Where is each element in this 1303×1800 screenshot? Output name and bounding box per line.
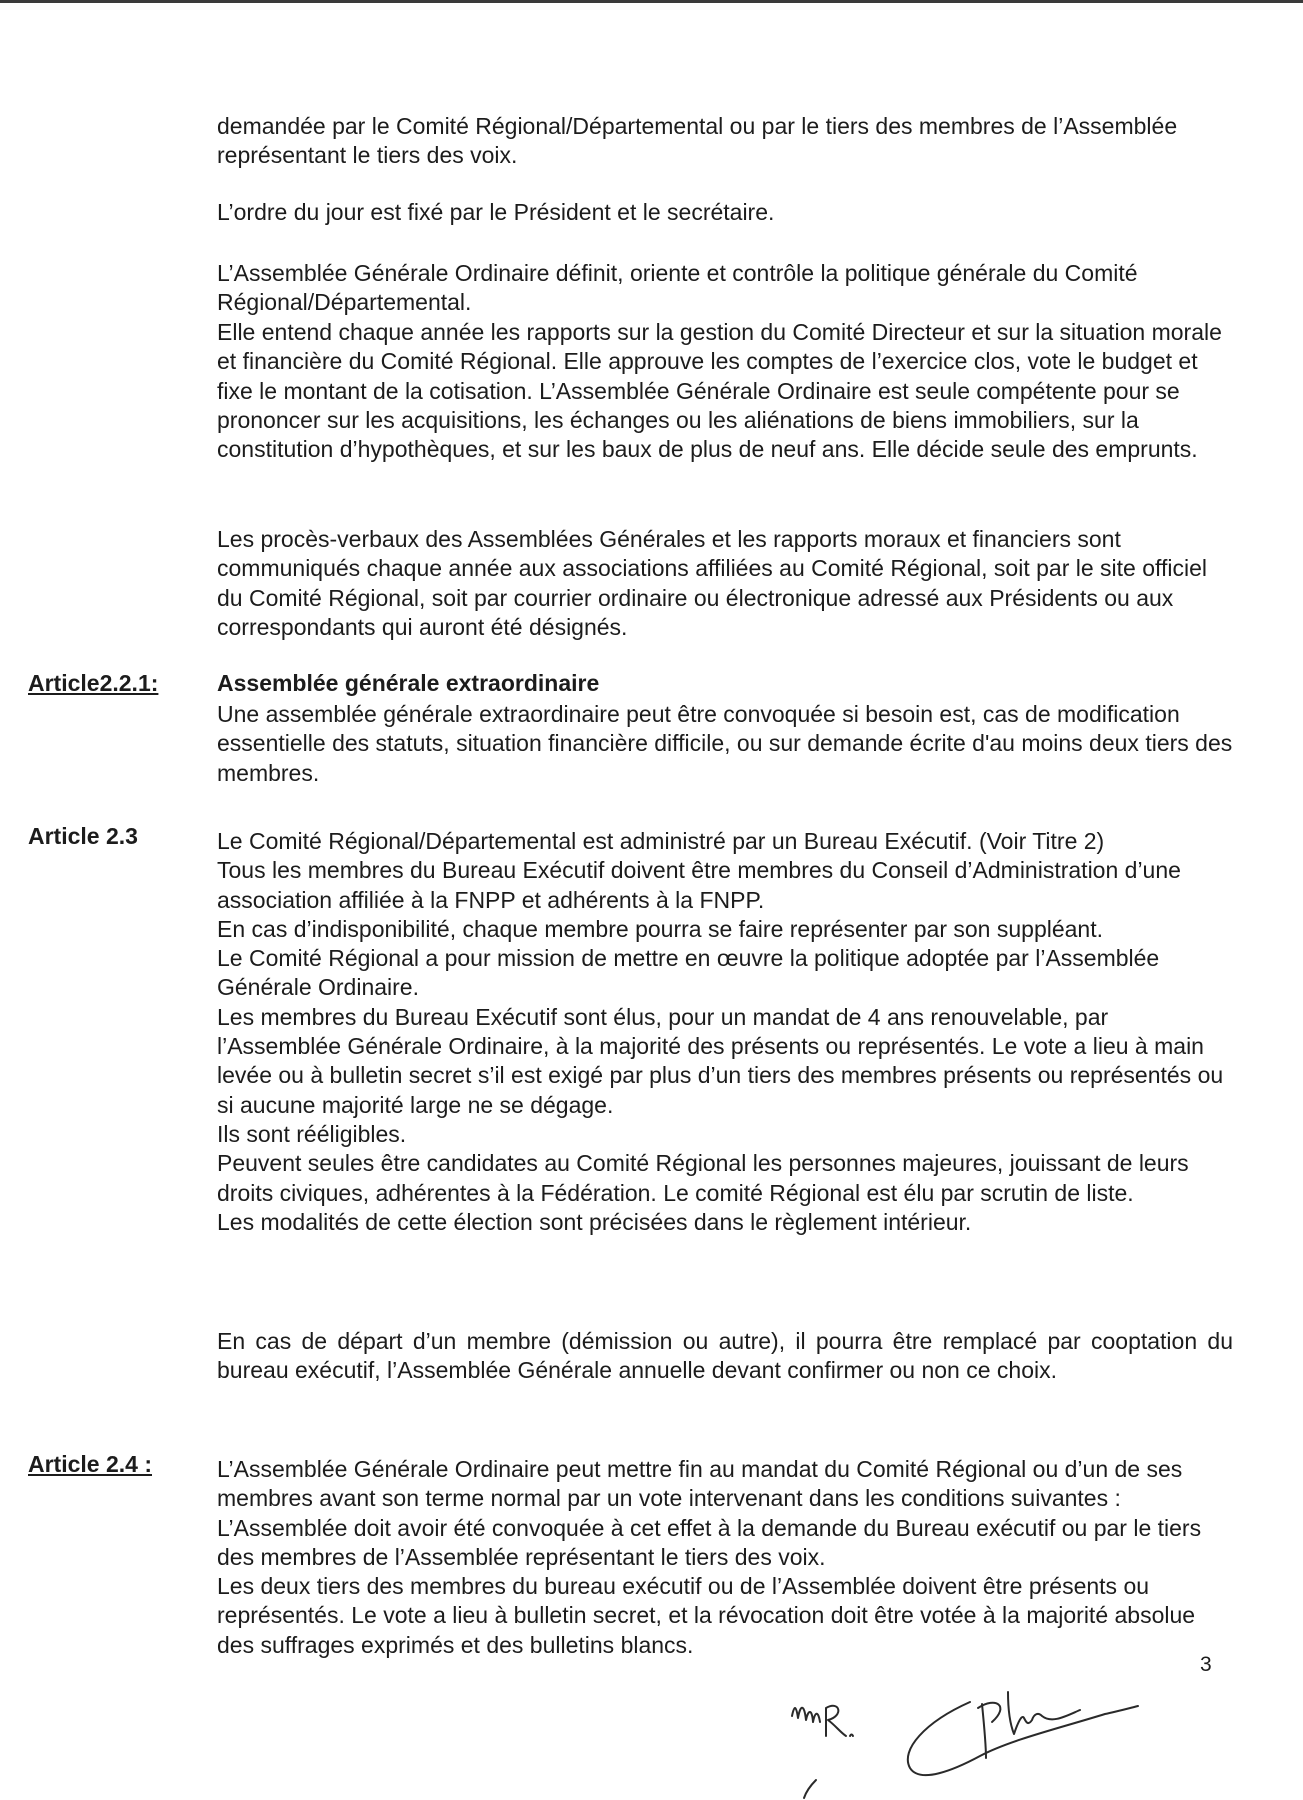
intro-paragraph-3: L’Assemblée Générale Ordinaire définit, oriente et contrôle la politique générale du Comité Régional/Départemental. [217, 260, 1138, 316]
article-2-2-1-body: Une assemblée générale extraordinaire peut être convoquée si besoin est, cas de modification essentielle des statuts, situation financière difficile, ou sur demande écrite d'au moins deux tiers des membres. [217, 701, 1233, 786]
article-2-3-line: En cas d’indisponibilité, chaque membre pourra se faire représenter par son suppléant. [217, 915, 1104, 942]
intro-paragraph-2: L’ordre du jour est fixé par le Président et le secrétaire. [217, 199, 775, 225]
article-2-3-line: Les modalités de cette élection sont précisées dans le règlement intérieur. [217, 1208, 972, 1235]
article-2-4-body [217, 1455, 1233, 1660]
intro-paragraph-5: Les procès-verbaux des Assemblées Générales et les rapports moraux et financiers sont communiqués chaque année aux associations affiliées au Comité Régional, soit par le site officiel du Comité Régional, soit par courrier ordinaire ou électronique adressé aux Présidents ou aux correspondants qui auront été désignés. [217, 526, 1207, 640]
article-2-4-line: L’Assemblée Générale Ordinaire peut mettre fin au mandat du Comité Régional ou d’un de ses membres avant son terme normal par un vote intervenant dans les conditions suivantes : [217, 1456, 1183, 1512]
article-2-3-line: Ils sont rééligibles. [217, 1120, 407, 1147]
intro-paragraph-4: Elle entend chaque année les rapports sur la gestion du Comité Directeur et sur la situation morale et financière du Comité Régional. Elle approuve les comptes de l’exercice clos, vote le budget et fixe le montant de la cotisation. L’Assemblée Générale Ordinaire est seule compétente pour se prononcer sur les acquisitions, les échanges ou les aliénations de biens immobiliers, sur la constitution d’hypothèques, et sur les baux de plus de neuf ans. Elle décide seule des emprunts. [217, 319, 1222, 463]
article-2-4-line: L’Assemblée doit avoir été convoquée à cet effet à la demande du Bureau exécutif ou par le tiers des membres de l’Assemblée représentant le tiers des voix. [217, 1514, 1202, 1570]
article-2-3-line: Tous les membres du Bureau Exécutif doivent être membres du Conseil d’Administration d’une association affiliée à la FNPP et adhérents à la FNPP. [217, 857, 1181, 913]
article-2-3-label: Article 2.3 [28, 823, 138, 849]
article-2-2-1-title: Assemblée générale extraordinaire [217, 670, 600, 696]
article-2-4-line: Les deux tiers des membres du bureau exécutif ou de l’Assemblée doivent être présents ou représentés. Le vote a lieu à bulletin secret, et la révocation doit être votée à la majorité absolue des suffrages exprimés et des bulletins blancs. [217, 1573, 1196, 1658]
handwritten-signatures [760, 1660, 1180, 1800]
article-2-3-line: Le Comité Régional a pour mission de mettre en œuvre la politique adoptée par l’Assemblée Générale Ordinaire. [217, 945, 1160, 1001]
main-signature [908, 1692, 1138, 1775]
article-2-3-line: Le Comité Régional/Départemental est administré par un Bureau Exécutif. (Voir Titre 2) [217, 828, 1105, 854]
intro-paragraph-1: demandée par le Comité Régional/Départemental ou par le tiers des membres de l’Assemblée représentant le tiers des voix. [217, 113, 1178, 169]
article-2-3-closing: En cas de départ d’un membre (démission ou autre), il pourra être remplacé par cooptation du bureau exécutif, l’Assemblée Générale annuelle devant confirmer ou non ce choix. [217, 1328, 1233, 1384]
article-2-4-label: Article 2.4 : [28, 1451, 152, 1477]
article-2-2-1-label: Article2.2.1: [28, 670, 159, 696]
article-2-3-line: Les membres du Bureau Exécutif sont élus, pour un mandat de 4 ans renouvelable, par l’Assemblée Générale Ordinaire, à la majorité des présents ou représentés. Le vote a lieu à main levée ou à bulletin secret s’il est exigé par plus d’un tiers des membres présents ou représentés ou si aucune majorité large ne se dégage. [217, 1003, 1224, 1118]
article-2-3-body [217, 827, 1233, 1237]
article-2-3-line: Peuvent seules être candidates au Comité Régional les personnes majeures, jouissant de leurs droits civiques, adhérentes à la Fédération. Le comité Régional est élu par scrutin de liste. [217, 1150, 1189, 1206]
initials-signature [792, 1706, 853, 1798]
page-number: 3 [1200, 1653, 1212, 1676]
